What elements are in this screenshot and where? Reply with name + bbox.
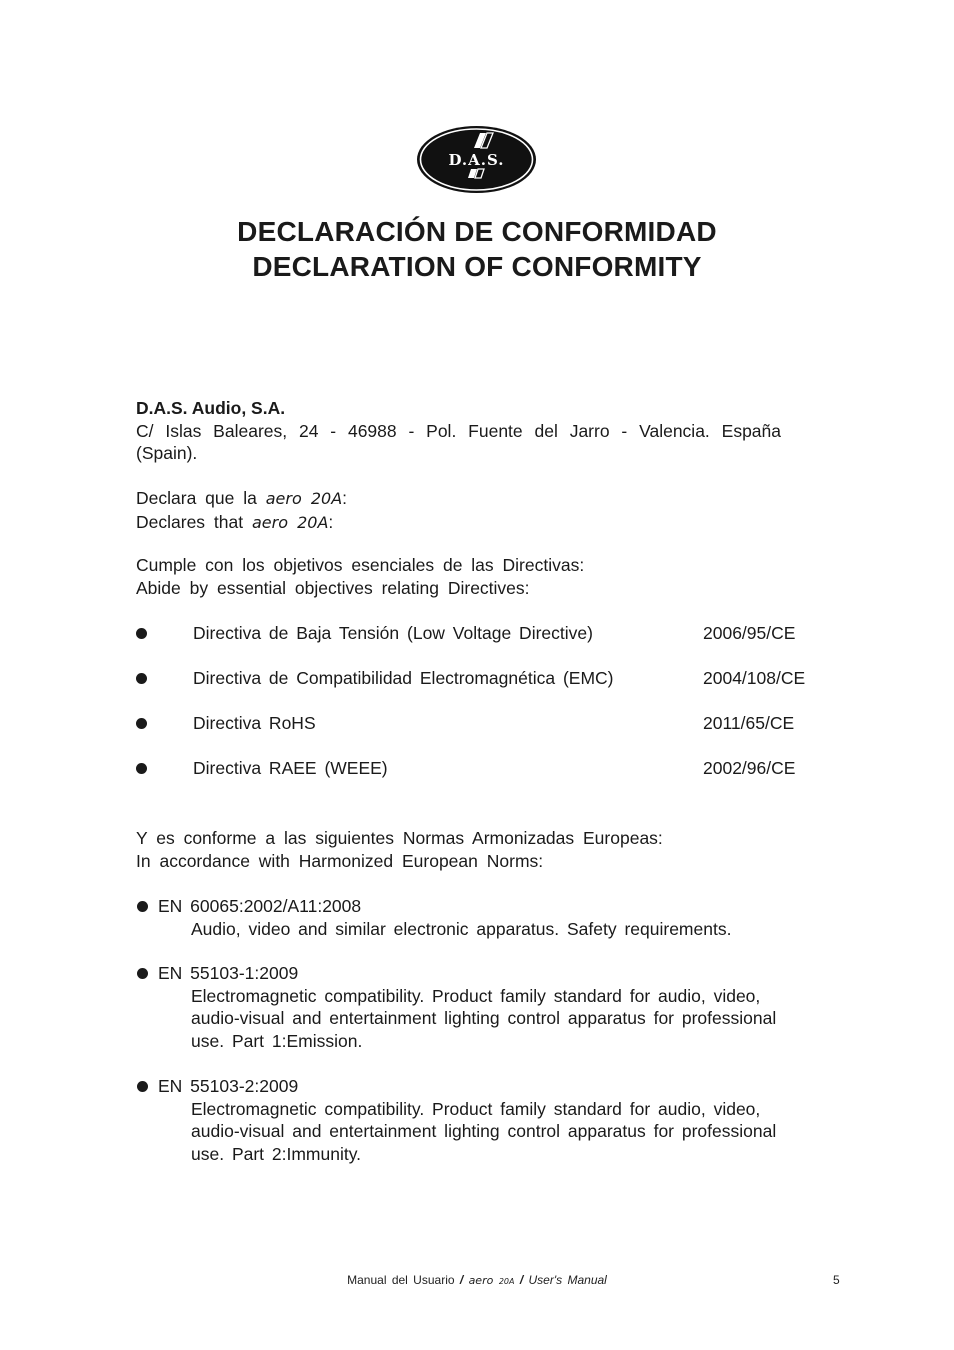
- footer-product: aero 20A: [468, 1274, 515, 1287]
- bullet-icon: [136, 756, 148, 780]
- declares-spanish: [136, 487, 781, 511]
- compliance-block: [136, 554, 781, 599]
- page-number: 5: [833, 1273, 840, 1287]
- declares-english-prefix: Declares that: [136, 511, 244, 532]
- directive-name: Directiva RoHS: [193, 713, 316, 733]
- company-address: C/ Islas Baleares, 24 - 46988 - Pol. Fuente del Jarro - Valencia. España (Spain).: [136, 420, 781, 463]
- directive-row: [136, 756, 836, 780]
- bullet-icon: [136, 621, 148, 645]
- declares-suffix: :: [342, 488, 348, 508]
- compliance-spanish: Cumple con los objetivos esenciales de las Directivas:: [136, 555, 585, 575]
- footer-separator: /: [519, 1273, 524, 1287]
- bullet-icon: [136, 666, 148, 690]
- title-english: DECLARATION OF CONFORMITY: [252, 251, 702, 282]
- norm-code: EN 60065:2002/A11:2008: [158, 896, 362, 916]
- title-spanish: DECLARACIÓN DE CONFORMIDAD: [237, 216, 717, 247]
- title-block: [0, 214, 954, 284]
- norm-code: EN 55103-1:2009: [158, 963, 299, 983]
- norms-intro: [136, 827, 836, 872]
- footer-separator: /: [459, 1273, 464, 1287]
- bullet-icon: [137, 1081, 148, 1092]
- norm-item: [136, 1075, 816, 1165]
- declares-english: [136, 511, 781, 535]
- norms-intro-spanish: Y es conforme a las siguientes Normas Armonizadas Europeas:: [136, 828, 663, 848]
- directive-code: 2006/95/CE: [703, 623, 796, 643]
- norm-description: Audio, video and similar electronic apparatus. Safety requirements.: [191, 918, 732, 939]
- declares-spanish-prefix: Declara que la: [136, 488, 257, 508]
- norm-item: [136, 895, 816, 940]
- norm-description: Electromagnetic compatibility. Product family standard for audio, video, audio-visual and entertainment lighting control apparatus for professional use. Part 2:Immunity.: [191, 1098, 777, 1164]
- norm-item: [136, 962, 816, 1052]
- directive-row: [136, 711, 836, 735]
- company-block: [136, 397, 781, 465]
- directive-name: Directiva RAEE (WEEE): [193, 758, 388, 778]
- directive-code: 2004/108/CE: [703, 668, 806, 688]
- logo-text: D.A.S.: [448, 151, 505, 169]
- company-name: D.A.S. Audio, S.A.: [136, 398, 286, 418]
- directive-name: Directiva de Compatibilidad Electromagnética (EMC): [193, 668, 614, 688]
- norm-description: Electromagnetic compatibility. Product family standard for audio, video, audio-visual and entertainment lighting control apparatus for professional use. Part 1:Emission.: [191, 985, 777, 1051]
- norm-code: EN 55103-2:2009: [158, 1076, 299, 1096]
- norms-intro-english: In accordance with Harmonized European Norms:: [136, 850, 544, 871]
- bullet-icon: [137, 901, 148, 912]
- footer-left: Manual del Usuario: [347, 1273, 455, 1287]
- directive-row: [136, 621, 836, 645]
- footer-right: User's Manual: [528, 1273, 607, 1287]
- footer-manual-title: [0, 1273, 954, 1287]
- directive-name: Directiva de Baja Tensión (Low Voltage Directive): [193, 623, 593, 643]
- compliance-english: Abide by essential objectives relating Directives:: [136, 577, 530, 598]
- directive-code: 2011/65/CE: [703, 713, 795, 733]
- directive-code: 2002/96/CE: [703, 758, 796, 778]
- directive-row: [136, 666, 836, 690]
- das-logo: [416, 125, 537, 194]
- declares-suffix: :: [328, 511, 334, 532]
- declares-block: [136, 487, 781, 534]
- bullet-icon: [136, 711, 148, 735]
- product-name: aero 20A: [251, 512, 329, 532]
- product-name: aero 20A: [265, 489, 343, 508]
- bullet-icon: [137, 968, 148, 979]
